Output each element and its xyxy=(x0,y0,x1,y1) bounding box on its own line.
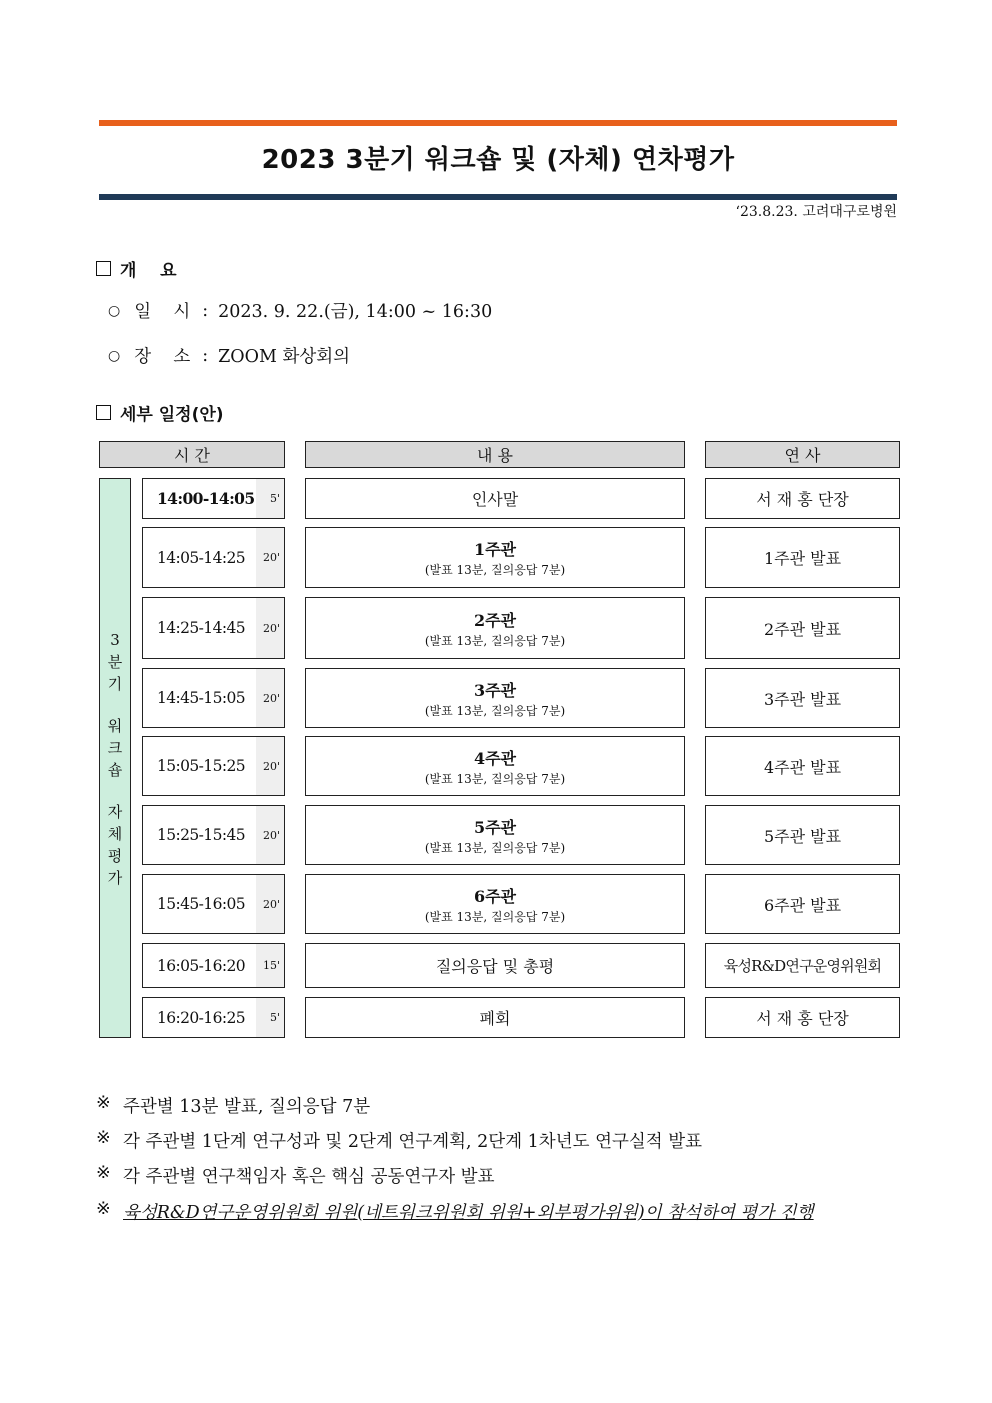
time-range: 14:45-15:05 xyxy=(157,689,245,707)
group-label-char: 가 xyxy=(107,869,123,887)
content-subtitle: (발표 13분, 질의응답 7분) xyxy=(424,633,566,648)
table-row-speaker: 서 재 홍 단장 xyxy=(705,997,900,1038)
group-label-column xyxy=(99,478,131,1038)
note-item-emphasis xyxy=(96,1199,814,1224)
date-line: ‘23.8.23. 고려대구로병원 xyxy=(735,204,897,220)
item-separator: : xyxy=(202,345,209,366)
table-row-speaker: 5주관 발표 xyxy=(705,805,900,865)
reference-mark-icon: ※ xyxy=(96,1199,111,1219)
table-row-speaker: 1주관 발표 xyxy=(705,527,900,588)
item-value: 2023. 9. 22.(금), 14:00 ~ 16:30 xyxy=(218,302,493,322)
content-title: 1주관 xyxy=(473,540,517,559)
content-subtitle: (발표 13분, 질의응답 7분) xyxy=(424,703,566,718)
table-row-time xyxy=(142,874,285,934)
note-text: 주관별 13분 발표, 질의응답 7분 xyxy=(123,1097,371,1117)
table-row-speaker: 4주관 발표 xyxy=(705,736,900,796)
content-title: 6주관 xyxy=(473,886,517,906)
schedule-heading xyxy=(96,400,224,425)
overview-heading-text: 개 요 xyxy=(120,261,177,281)
duration: 20' xyxy=(256,737,284,795)
time-range: 16:05-16:20 xyxy=(157,956,245,975)
note-item xyxy=(96,1163,494,1188)
page-title: 2023 3분기 워크숍 및 (자체) 연차평가 xyxy=(261,145,735,175)
reference-mark-icon: ※ xyxy=(96,1093,111,1113)
duration: 20' xyxy=(256,528,284,587)
content-title: 3주관 xyxy=(473,680,517,700)
overview-item-datetime xyxy=(108,298,492,323)
content-subtitle: (발표 13분, 질의응답 7분) xyxy=(424,563,566,577)
item-separator: : xyxy=(202,300,209,321)
time-range: 15:45-16:05 xyxy=(157,895,245,913)
content-title: 5주관 xyxy=(473,817,517,837)
item-value: ZOOM 화상회의 xyxy=(218,347,351,367)
group-label-char: 분 xyxy=(107,653,123,671)
table-row-time xyxy=(142,597,285,659)
table-row-time xyxy=(142,997,285,1038)
time-range: 14:25-14:45 xyxy=(157,619,245,637)
table-row-time xyxy=(142,805,285,865)
table-row-speaker: 육성R&D연구운영위원회 xyxy=(705,943,900,988)
group-label-char: 크 xyxy=(107,739,123,757)
title-bottom-bar xyxy=(99,194,897,200)
table-row-content xyxy=(305,997,685,1038)
circle-bullet-icon: ○ xyxy=(108,302,121,319)
table-row-content xyxy=(305,478,685,519)
table-row-content xyxy=(305,736,685,796)
duration: 20' xyxy=(256,598,284,658)
table-row-content xyxy=(305,874,685,934)
content-title: 질의응답 및 총평 xyxy=(435,957,555,976)
duration: 20' xyxy=(256,875,284,933)
checkbox-square-icon xyxy=(96,261,111,276)
circle-bullet-icon: ○ xyxy=(108,347,121,364)
note-item xyxy=(96,1128,702,1153)
note-text: 각 주관별 연구책임자 혹은 핵심 공동연구자 발표 xyxy=(123,1167,495,1187)
table-row-content xyxy=(305,943,685,988)
duration: 15' xyxy=(256,944,284,987)
header-content: 내 용 xyxy=(305,441,685,468)
note-text: 육성R&D연구운영위원회 위원(네트워크위원회 위원+외부평가위원)이 참석하여 평가 진행 xyxy=(123,1203,814,1223)
content-subtitle: (발표 13분, 질의응답 7분) xyxy=(424,840,566,855)
time-range: 14:05-14:25 xyxy=(157,548,245,567)
duration: 5' xyxy=(256,479,284,518)
overview-item-place xyxy=(108,343,350,368)
overview-heading xyxy=(96,256,177,281)
content-subtitle: (발표 13분, 질의응답 7분) xyxy=(424,909,566,924)
note-text: 각 주관별 1단계 연구성과 및 2단계 연구계획, 2단계 1차년도 연구실적 발표 xyxy=(123,1132,703,1152)
group-label-char: 기 xyxy=(107,675,123,693)
table-row-speaker: 2주관 발표 xyxy=(705,597,900,659)
title-top-bar xyxy=(99,120,897,126)
content-title: 인사말 xyxy=(471,490,519,509)
table-row-content xyxy=(305,597,685,659)
header-speaker: 연 사 xyxy=(705,441,900,468)
content-subtitle: (발표 13분, 질의응답 7분) xyxy=(424,771,566,786)
group-label-char: 자 xyxy=(107,803,123,821)
time-range: 16:20-16:25 xyxy=(157,1008,245,1027)
time-range: 15:05-15:25 xyxy=(157,757,245,775)
duration: 20' xyxy=(256,669,284,727)
table-row-speaker: 3주관 발표 xyxy=(705,668,900,728)
table-row-time xyxy=(142,943,285,988)
group-label-char: 체 xyxy=(107,825,123,843)
table-row-content xyxy=(305,527,685,588)
table-row-speaker: 서 재 홍 단장 xyxy=(705,478,900,519)
duration: 5' xyxy=(256,998,284,1037)
group-label-char: 평 xyxy=(107,847,123,865)
checkbox-square-icon xyxy=(96,405,111,420)
group-label-char: 3 xyxy=(110,631,120,649)
header-time: 시 간 xyxy=(99,441,285,468)
duration: 20' xyxy=(256,806,284,864)
table-row-time xyxy=(142,736,285,796)
item-label: 일 시 xyxy=(134,302,191,322)
group-label-char: 숍 xyxy=(107,761,123,779)
schedule-heading-text: 세부 일정(안) xyxy=(120,405,224,425)
content-title: 2주관 xyxy=(473,610,517,630)
content-title: 4주관 xyxy=(473,748,517,768)
reference-mark-icon: ※ xyxy=(96,1128,111,1148)
table-row-time xyxy=(142,668,285,728)
table-row-content xyxy=(305,668,685,728)
reference-mark-icon: ※ xyxy=(96,1163,111,1183)
table-row-content xyxy=(305,805,685,865)
time-range: 14:00-14:05 xyxy=(157,489,255,508)
table-row-speaker: 6주관 발표 xyxy=(705,874,900,934)
item-label: 장 소 xyxy=(134,347,191,367)
note-item xyxy=(96,1093,370,1118)
table-row-time xyxy=(142,478,285,519)
content-title: 폐회 xyxy=(479,1009,511,1028)
group-label-char: 워 xyxy=(107,717,123,735)
table-row-time xyxy=(142,527,285,588)
time-range: 15:25-15:45 xyxy=(157,826,245,844)
